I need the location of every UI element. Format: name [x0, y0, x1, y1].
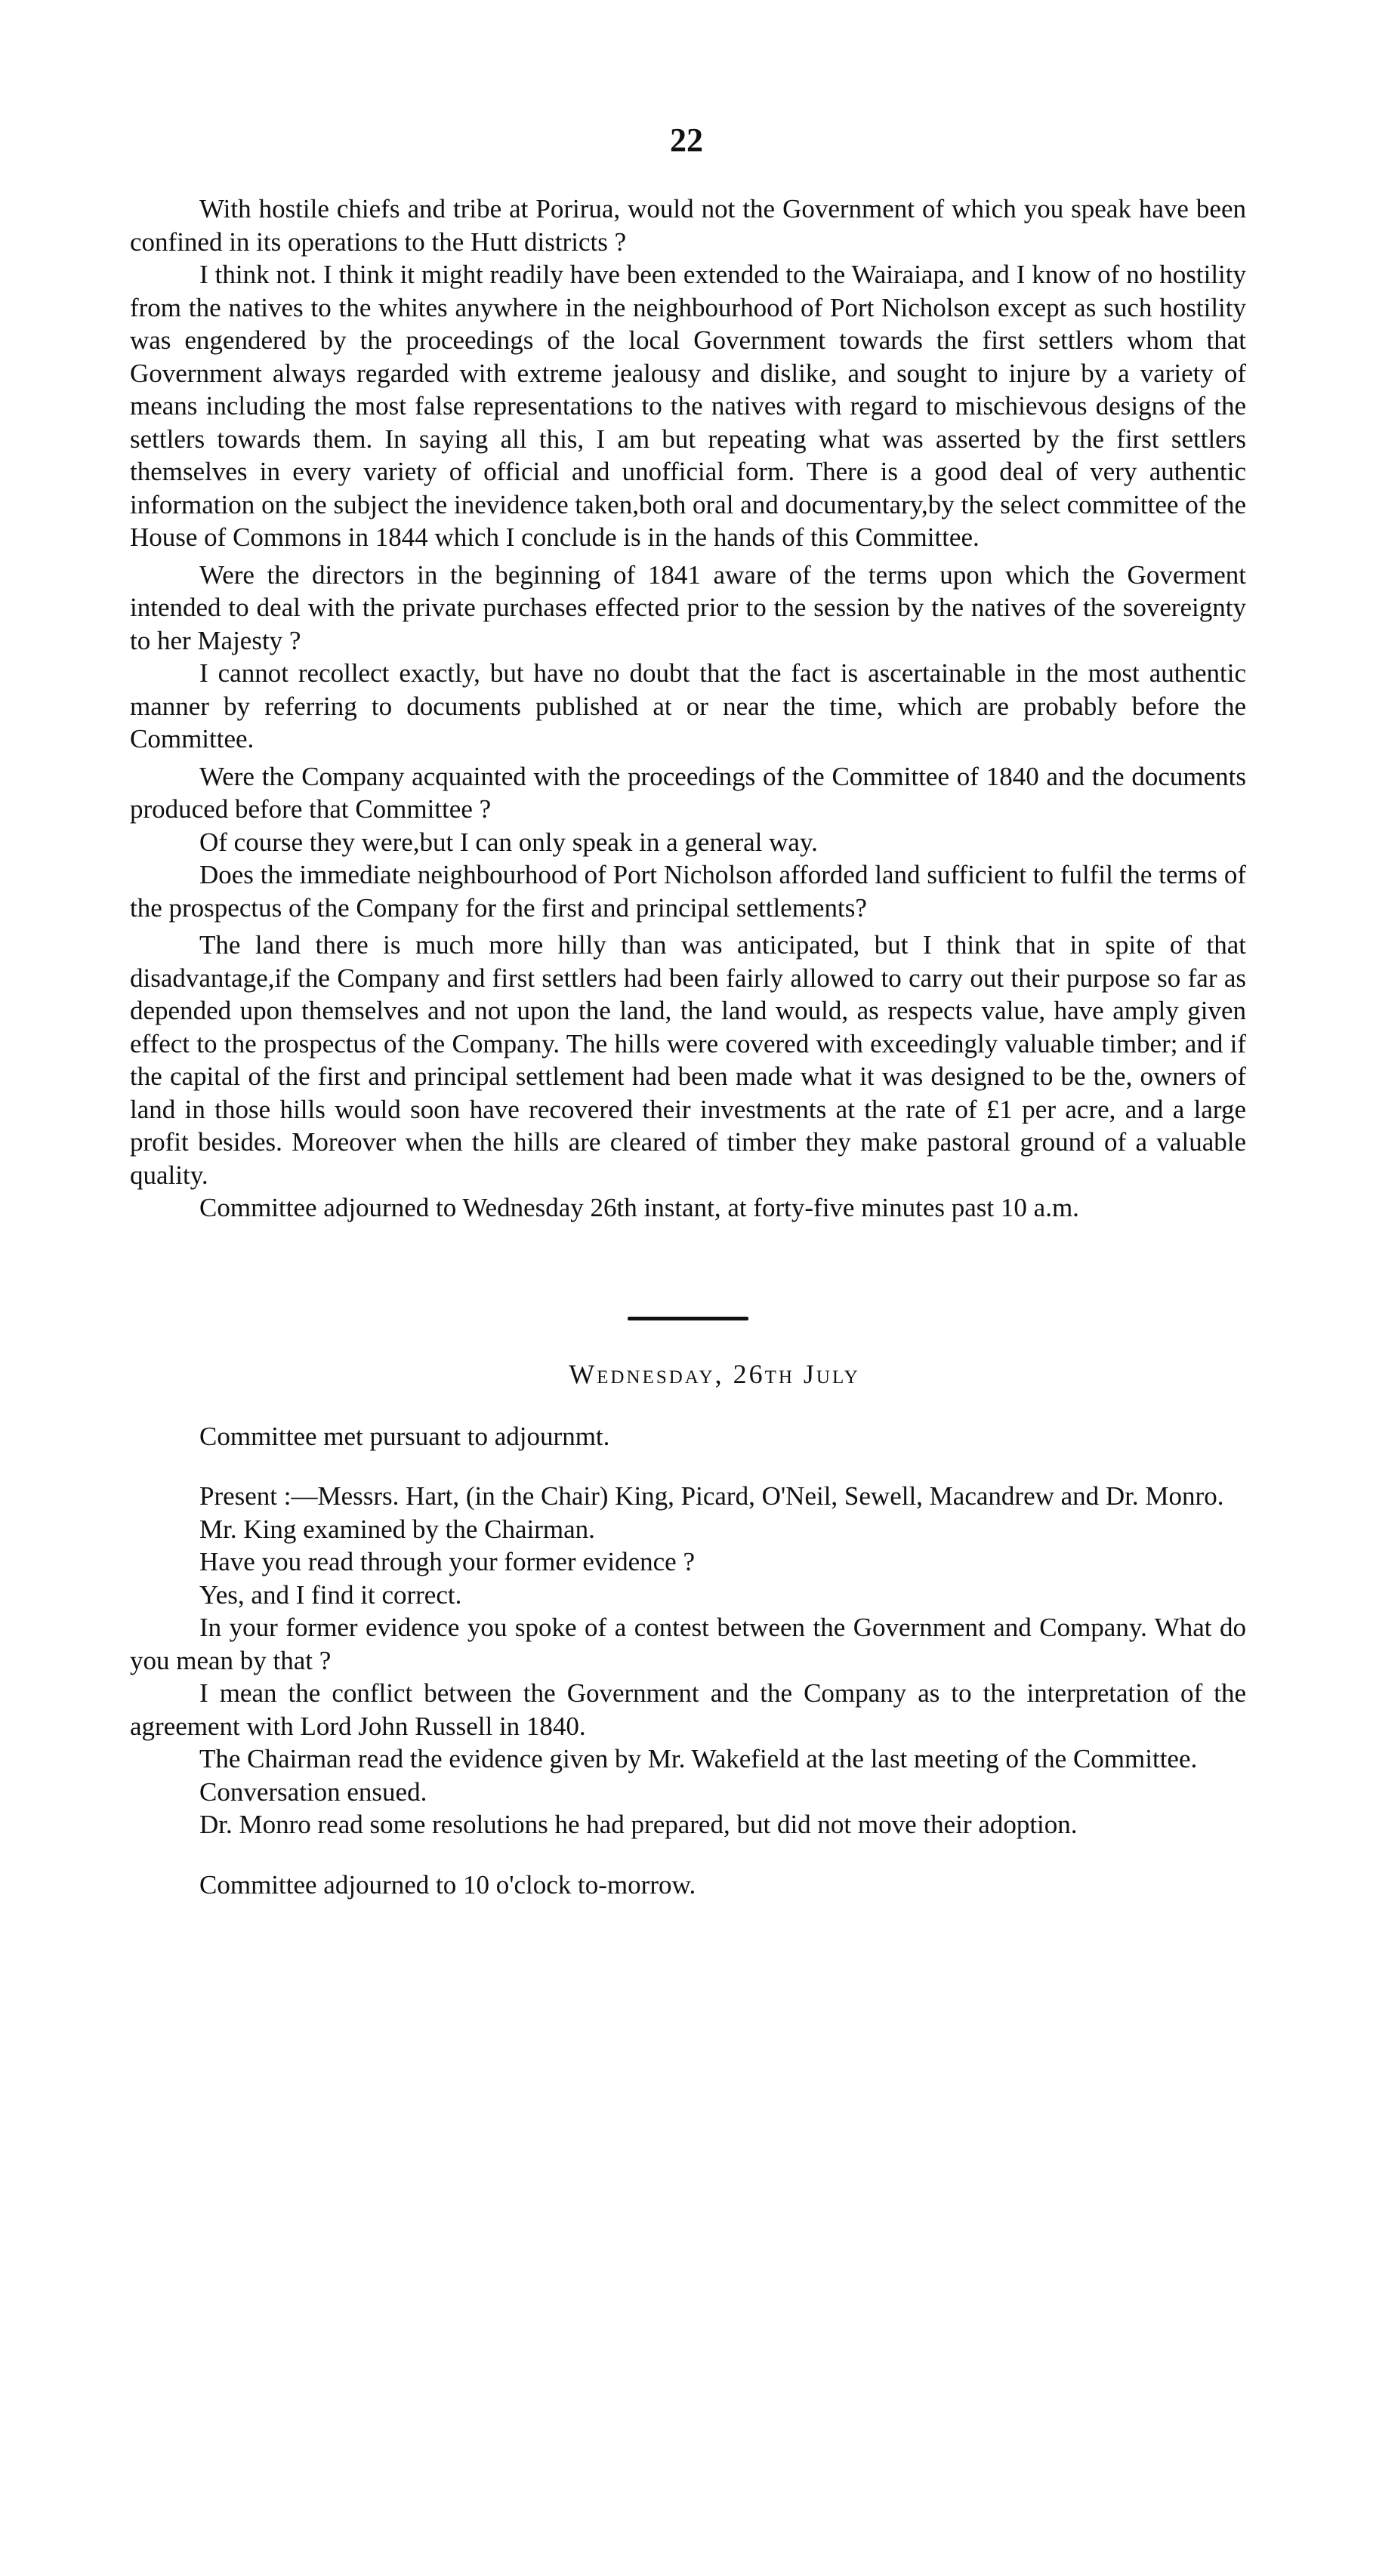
adjournment-note: Committee adjourned to Wednesday 26th instant, at forty-five minutes past 10 a.m. — [199, 1193, 1079, 1222]
question-port-nicholson-land: Does the immediate neighbourhood of Port Nicholson afforded land sufficient to fulfil the terms of the prospectus of the Company for the first and principal settlements? — [130, 860, 1246, 923]
committee-met: Committee met pursuant to adjournmt. — [199, 1421, 610, 1451]
members-present: Present :—Messrs. Hart, (in the Chair) King, Picard, O'Neil, Sewell, Macandrew and Dr. Monro. — [199, 1481, 1224, 1511]
chairman-read-evidence: The Chairman read the evidence given by Mr. Wakefield at the last meeting of the Committee. — [199, 1744, 1198, 1773]
answer-conflict: I mean the conflict between the Government and the Company as to the interpretation of the agreement with Lord John Russell in 1840. — [130, 1678, 1246, 1741]
final-adjournment: Committee adjourned to 10 o'clock to-morrow. — [199, 1869, 696, 1900]
conversation-ensued: Conversation ensued. — [199, 1776, 427, 1807]
answer-general-way: Of course they were,but I can only speak in a general way. — [199, 827, 818, 857]
question-contest: In your former evidence you spoke of a contest between the Government and Company. What do you mean by that ? — [130, 1613, 1246, 1675]
session-heading: Wednesday, 26th July — [569, 1358, 860, 1389]
question-committee-1840: Were the Company acquainted with the proceedings of the Committee of 1840 and the documents produced before that Committee ? — [130, 761, 1246, 824]
question-hostile-chiefs: With hostile chiefs and tribe at Porirua, would not the Government of which you speak have been confined in its operations to the Hutt districts ? — [130, 194, 1246, 257]
resolutions-note: Dr. Monro read some resolutions he had prepared, but did not move their adoption. — [199, 1810, 1078, 1839]
answer-wairaiapa: I think not. I think it might readily have been extended to the Wairaiapa, and I know of no hostility from the natives to the whites anywhere in the neighbourhood of Port Nicholson except as such hostility was engendered by the proceedings of the local Government towards the first settlers whom that Government always regarded with extreme jealousy and dislike, and sought to injure by a variety of means including the most false representations to the natives with regard to mischievous designs of the settlers towards them. In saying all this, I am but repeating what was asserted by the first settlers themselves in every variety of official and unofficial form. There is a good deal of very authentic information on the subject the inevidence taken,both oral and documentary,by the select committee of the House of Commons in 1844 which I conclude is in the hands of this Committee. — [130, 260, 1246, 552]
answer-hilly-land: The land there is much more hilly than was anticipated, but I think that in spite of that disadvantage,if the Company and first settlers had been fairly allowed to carry out their purpose so far as depended upon themselves and not upon the land, the land would, as respects value, have amply given effect to the prospectus of the Company. The hills were covered with exceedingly valuable timber; and if the capital of the first and principal settlement had been made what it was designed to be the, owners of land in those hills would soon have recovered their investments at the rate of £1 per acre, and a large profit besides. Moreover when the hills are cleared of timber they make pastoral ground of a valuable quality. — [130, 930, 1246, 1190]
question-directors-1841: Were the directors in the beginning of 1841 aware of the terms upon which the Goverment intended to deal with the private purchases effected prior to the session by the natives of the sovereignty to her Majesty ? — [130, 559, 1246, 655]
question-read-evidence: Have you read through your former evidence ? — [199, 1547, 695, 1576]
page-number: 22 — [670, 122, 703, 159]
document-body — [130, 193, 1246, 1901]
answer-correct: Yes, and I find it correct. — [199, 1579, 462, 1610]
section-divider — [628, 1317, 748, 1320]
answer-recollect: I cannot recollect exactly, but have no doubt that the fact is ascertainable in the most authentic manner by referring to documents published at or near the time, which are probably before the Committee. — [130, 658, 1246, 753]
witness-examined: Mr. King examined by the Chairman. — [199, 1514, 595, 1544]
